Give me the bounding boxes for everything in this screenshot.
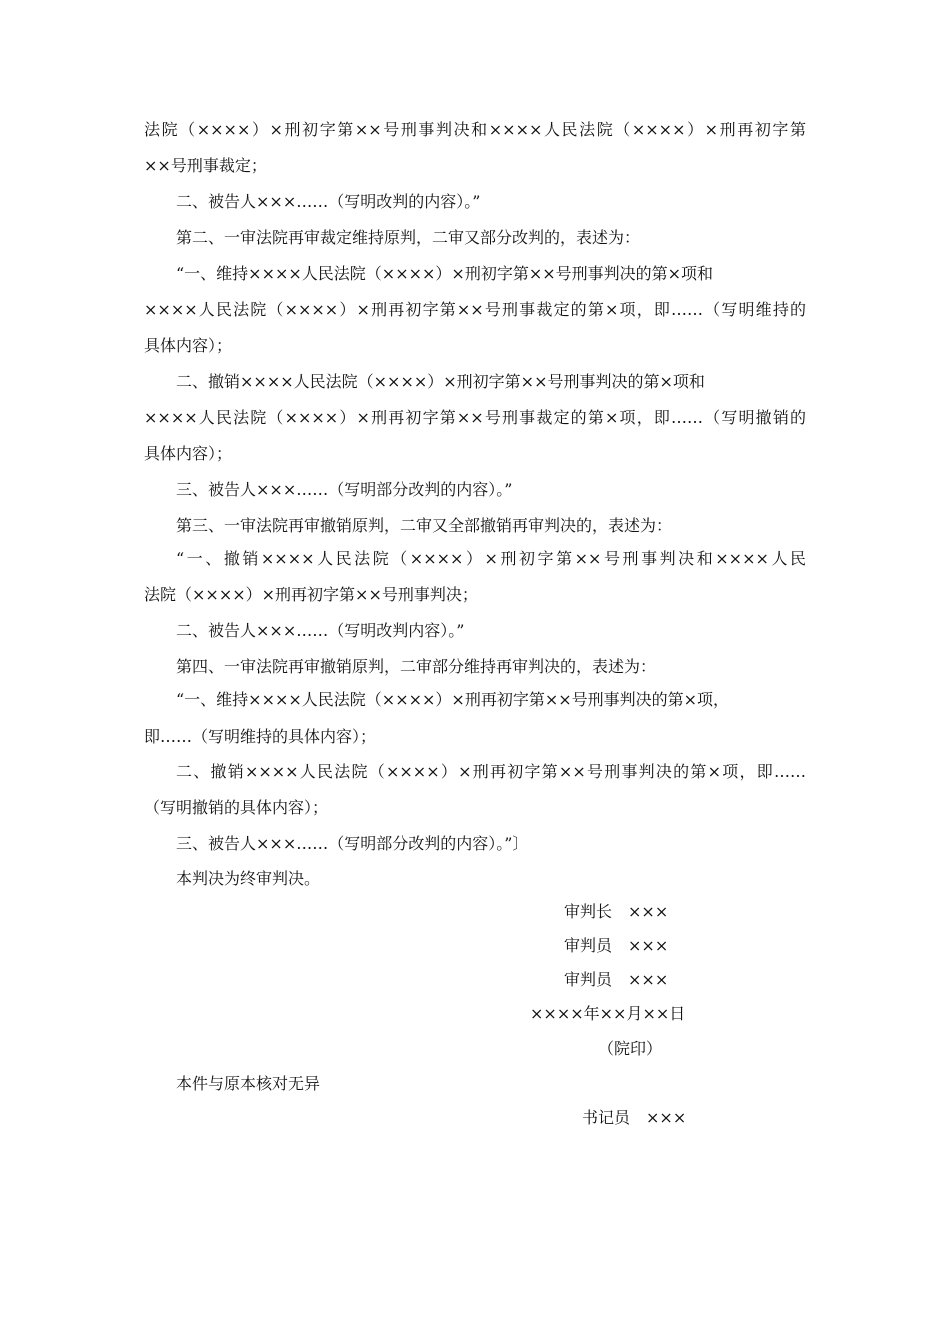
text-line-18: 即……（写明维持的具体内容）；	[144, 727, 377, 746]
court-seal: （院印）	[598, 1039, 663, 1058]
text-line-16: 第四、一审法院再审撤销原判，二审部分维持再审判决的，表述为：	[176, 657, 657, 676]
text-line-19: 二、撤销××××人民法院（××××）×刑再初字第××号刑事判决的第×项，即……	[176, 762, 806, 781]
text-line-22: 本判决为终审判决。	[176, 869, 321, 888]
verification-note: 本件与原本核对无异	[176, 1074, 321, 1093]
text-line-9: ××××人民法院（××××）×刑再初字第××号刑事裁定的第×项，即……（写明撤销的	[144, 408, 806, 427]
text-line-2: ××号刑事裁定；	[144, 156, 267, 175]
text-line-15: 二、被告人×××……（写明改判内容）。”	[176, 621, 465, 640]
clerk-signature: 书记员 ×××	[582, 1108, 687, 1127]
chief-judge-signature: 审判长 ×××	[564, 902, 669, 921]
text-line-17: “一、维持××××人民法院（××××）×刑再初字第××号刑事判决的第×项，	[176, 690, 730, 709]
text-line-21: 三、被告人×××……（写明部分改判的内容）。”〕	[176, 834, 529, 853]
judge-2-signature: 审判员 ×××	[564, 970, 669, 989]
text-line-4: 第二、一审法院再审裁定维持原判，二审又部分改判的，表述为：	[176, 228, 641, 247]
text-line-1: 法院（××××）×刑初字第××号刑事判决和××××人民法院（××××）×刑再初字第	[144, 120, 806, 139]
text-line-5: “一、维持××××人民法院（××××）×刑初字第××号刑事判决的第×项和	[176, 264, 714, 283]
judgment-date: ××××年××月××日	[530, 1004, 686, 1023]
text-line-7: 具体内容）；	[144, 336, 233, 355]
judge-1-signature: 审判员 ×××	[564, 936, 669, 955]
text-line-14: 法院（××××）×刑再初字第××号刑事判决；	[144, 585, 478, 604]
text-line-11: 三、被告人×××……（写明部分改判的内容）。”	[176, 480, 513, 499]
text-line-3: 二、被告人×××……（写明改判的内容）。”	[176, 192, 481, 211]
text-line-12: 第三、一审法院再审撤销原判，二审又全部撤销再审判决的，表述为：	[176, 516, 673, 535]
text-line-10: 具体内容）；	[144, 444, 233, 463]
text-line-8: 二、撤销××××人民法院（××××）×刑初字第××号刑事判决的第×项和	[176, 372, 705, 391]
text-line-20: （写明撤销的具体内容）；	[144, 798, 329, 817]
text-line-6: ××××人民法院（××××）×刑再初字第××号刑事裁定的第×项，即……（写明维持的	[144, 300, 806, 319]
text-line-13: “一、撤销××××人民法院（××××）×刑初字第××号刑事判决和××××人民	[176, 549, 806, 568]
